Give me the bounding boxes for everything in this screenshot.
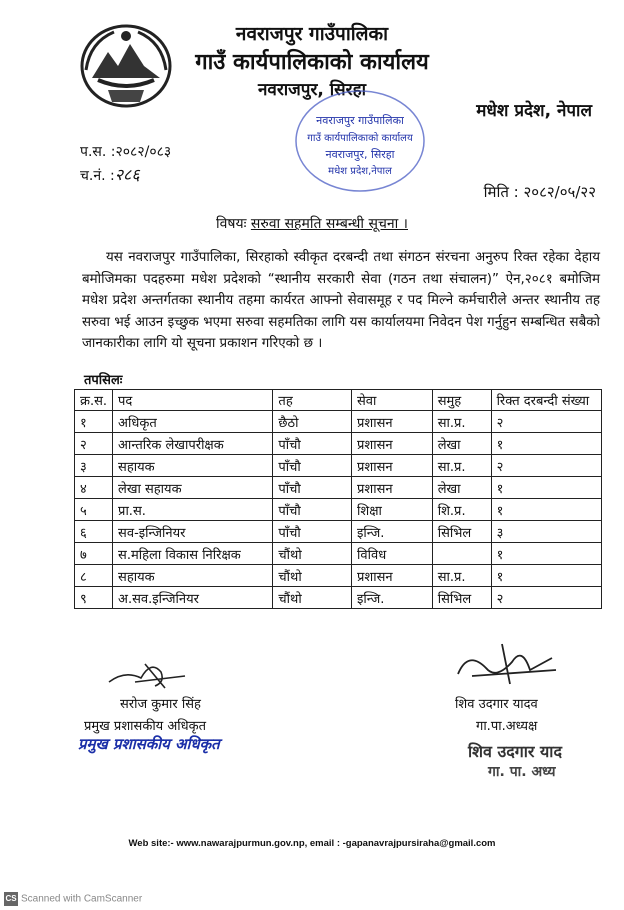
- cell-vacancies: १: [491, 565, 601, 587]
- camscanner-logo-icon: CS: [4, 892, 18, 906]
- cell-level: छैठो: [273, 411, 352, 433]
- cn-label: च.नं. :: [80, 168, 115, 184]
- date-line: [484, 182, 596, 202]
- cell-sn: ८: [75, 565, 113, 587]
- cell-group: शि.प्र.: [432, 499, 491, 521]
- ps-value: २०८२/०८३: [115, 144, 172, 160]
- table-row: [75, 455, 602, 477]
- cell-service: प्रशासन: [352, 433, 433, 455]
- cell-level: चौंथो: [273, 543, 352, 565]
- cell-sn: ५: [75, 499, 113, 521]
- table-row: [75, 543, 602, 565]
- cell-service: प्रशासन: [352, 455, 433, 477]
- cell-service: इन्जि.: [352, 587, 433, 609]
- signatory-right-stamp-line2: गा. पा. अध्य: [488, 764, 556, 780]
- ps-label: प.स. :: [80, 144, 116, 160]
- office-stamp: [290, 86, 430, 196]
- cell-post: अधिकृत: [113, 411, 273, 433]
- signatory-right-title: गा.पा.अध्यक्ष: [476, 719, 538, 734]
- cell-post: सव-इन्जिनियर: [113, 521, 273, 543]
- col-header-service: सेवा: [352, 390, 433, 411]
- signatory-left-stamp: प्रमुख प्रशासकीय अधिकृत: [78, 735, 220, 753]
- cell-sn: ४: [75, 477, 113, 499]
- signatory-left-title: प्रमुख प्रशासकीय अधिकृत: [84, 719, 207, 734]
- table-row: [75, 477, 602, 499]
- subject-label: विषयः: [215, 216, 251, 232]
- date-label: मिति :: [483, 183, 524, 201]
- col-header-level: तह: [273, 390, 352, 411]
- vacancy-table: [74, 389, 602, 609]
- cell-vacancies: २: [491, 455, 601, 477]
- subject-line: [0, 214, 624, 233]
- municipality-name: नवराजपुर गाउँपालिका: [235, 23, 389, 45]
- cell-sn: २: [75, 433, 113, 455]
- cell-service: विविध: [352, 543, 433, 565]
- cell-level: पाँचौ: [273, 433, 352, 455]
- cell-post: लेखा सहायक: [113, 477, 273, 499]
- camscanner-watermark: [4, 892, 142, 906]
- cell-sn: ६: [75, 521, 113, 543]
- office-name: गाउँ कार्यपालिकाको कार्यालय: [195, 50, 429, 75]
- cell-service: प्रशासन: [352, 477, 433, 499]
- stamp-line-3: नवराजपुर, सिरहा: [325, 148, 395, 161]
- notice-body: यस नवराजपुर गाउँपालिका, सिरहाको स्वीकृत दरबन्दी तथा संगठन संरचना अनुरुप रिक्त रहेका देहाय बमोजिमका पदहरुमा मधेश प्रदेशको “स्थानीय सरकारी सेवा (गठन तथा संचालन)” ऐन,२०८१ बमोजिम मधेश प्रदेश अन्तर्गतका स्थानीय तहमा कार्यरत आफ्नो सेवासमूह र पद मिल्ने कर्मचारीले अन्तर स्थानीय तह सरुवा भई आउन इच्छुक भएमा सरुवा सहमतिका लागि यस कार्यालयमा निवेदन पेश गर्नुहुन सम्बन्धित सबैको जानकारीका लागि यो सूचना प्रकाशन गरिएको छ ।: [82, 250, 600, 351]
- subject-text: सरुवा सहमति सम्बन्धी सूचना ।: [250, 216, 408, 232]
- cell-vacancies: १: [491, 433, 601, 455]
- col-header-post: पद: [113, 390, 273, 411]
- signatory-right-stamp-line1: शिव उदगार याद: [468, 742, 562, 761]
- stamp-line-4: मधेश प्रदेश,नेपाल: [328, 166, 392, 177]
- cell-group: सा.प्र.: [432, 565, 491, 587]
- signatory-left-name: सरोज कुमार सिंह: [120, 697, 201, 712]
- cell-sn: ९: [75, 587, 113, 609]
- cell-group: सिभिल: [432, 587, 491, 609]
- province-name: मधेश प्रदेश, नेपाल: [476, 101, 592, 121]
- cell-group: सा.प्र.: [432, 411, 491, 433]
- cn-value: २८६: [114, 165, 140, 184]
- office-place: नवराजपुर, सिरहा: [257, 80, 367, 100]
- signature-left: [105, 652, 195, 692]
- cell-post: प्रा.स.: [113, 499, 273, 521]
- cell-level: चौंथो: [273, 587, 352, 609]
- col-header-sn: क्र.स.: [75, 390, 113, 411]
- cell-post: आन्तरिक लेखापरीक्षक: [113, 433, 273, 455]
- cell-group: सिभिल: [432, 521, 491, 543]
- stamp-line-1: नवराजपुर गाउँपालिका: [316, 114, 404, 127]
- cell-post: स.महिला विकास निरिक्षक: [113, 543, 273, 565]
- table-row: [75, 499, 602, 521]
- table-row: [75, 587, 602, 609]
- stamp-line-2: गाउँ कार्यपालिकाको कार्यालय: [307, 133, 413, 144]
- cell-sn: ७: [75, 543, 113, 565]
- cell-vacancies: २: [491, 587, 601, 609]
- cell-post: सहायक: [113, 455, 273, 477]
- col-header-group: समुह: [432, 390, 491, 411]
- cell-group: सा.प्र.: [432, 455, 491, 477]
- reference-cn: [80, 163, 140, 185]
- cell-level: चौंथो: [273, 565, 352, 587]
- cell-level: पाँचौ: [273, 455, 352, 477]
- cell-sn: १: [75, 411, 113, 433]
- cell-sn: ३: [75, 455, 113, 477]
- table-row: [75, 565, 602, 587]
- cell-level: पाँचौ: [273, 499, 352, 521]
- table-row: [75, 521, 602, 543]
- date-value: २०८२/०५/२२: [523, 183, 596, 201]
- signature-right: [452, 640, 562, 688]
- cell-group: लेखा: [432, 433, 491, 455]
- cell-post: सहायक: [113, 565, 273, 587]
- cell-service: प्रशासन: [352, 411, 433, 433]
- cell-service: शिक्षा: [352, 499, 433, 521]
- cell-vacancies: १: [491, 477, 601, 499]
- signatory-right-name: शिव उदगार यादव: [455, 697, 538, 712]
- cell-post: अ.सव.इन्जिनियर: [113, 587, 273, 609]
- cell-level: पाँचौ: [273, 521, 352, 543]
- table-row: [75, 433, 602, 455]
- cell-vacancies: २: [491, 411, 601, 433]
- cell-service: इन्जि.: [352, 521, 433, 543]
- cell-group: [432, 543, 491, 565]
- cell-vacancies: ३: [491, 521, 601, 543]
- cell-group: लेखा: [432, 477, 491, 499]
- cell-level: पाँचौ: [273, 477, 352, 499]
- cell-vacancies: १: [491, 499, 601, 521]
- reference-ps: [80, 142, 171, 161]
- cell-vacancies: १: [491, 543, 601, 565]
- table-header-row: [75, 390, 602, 411]
- details-label: तपसिलः: [84, 373, 123, 388]
- watermark-text: Scanned with CamScanner: [21, 893, 143, 905]
- cell-service: प्रशासन: [352, 565, 433, 587]
- col-header-vacancies: रिक्त दरबन्दी संख्या: [491, 390, 601, 411]
- table-row: [75, 411, 602, 433]
- footer-contact: Web site:- www.nawarajpurmun.gov.np, email : -gapanavrajpursiraha@gmail.com: [128, 838, 496, 849]
